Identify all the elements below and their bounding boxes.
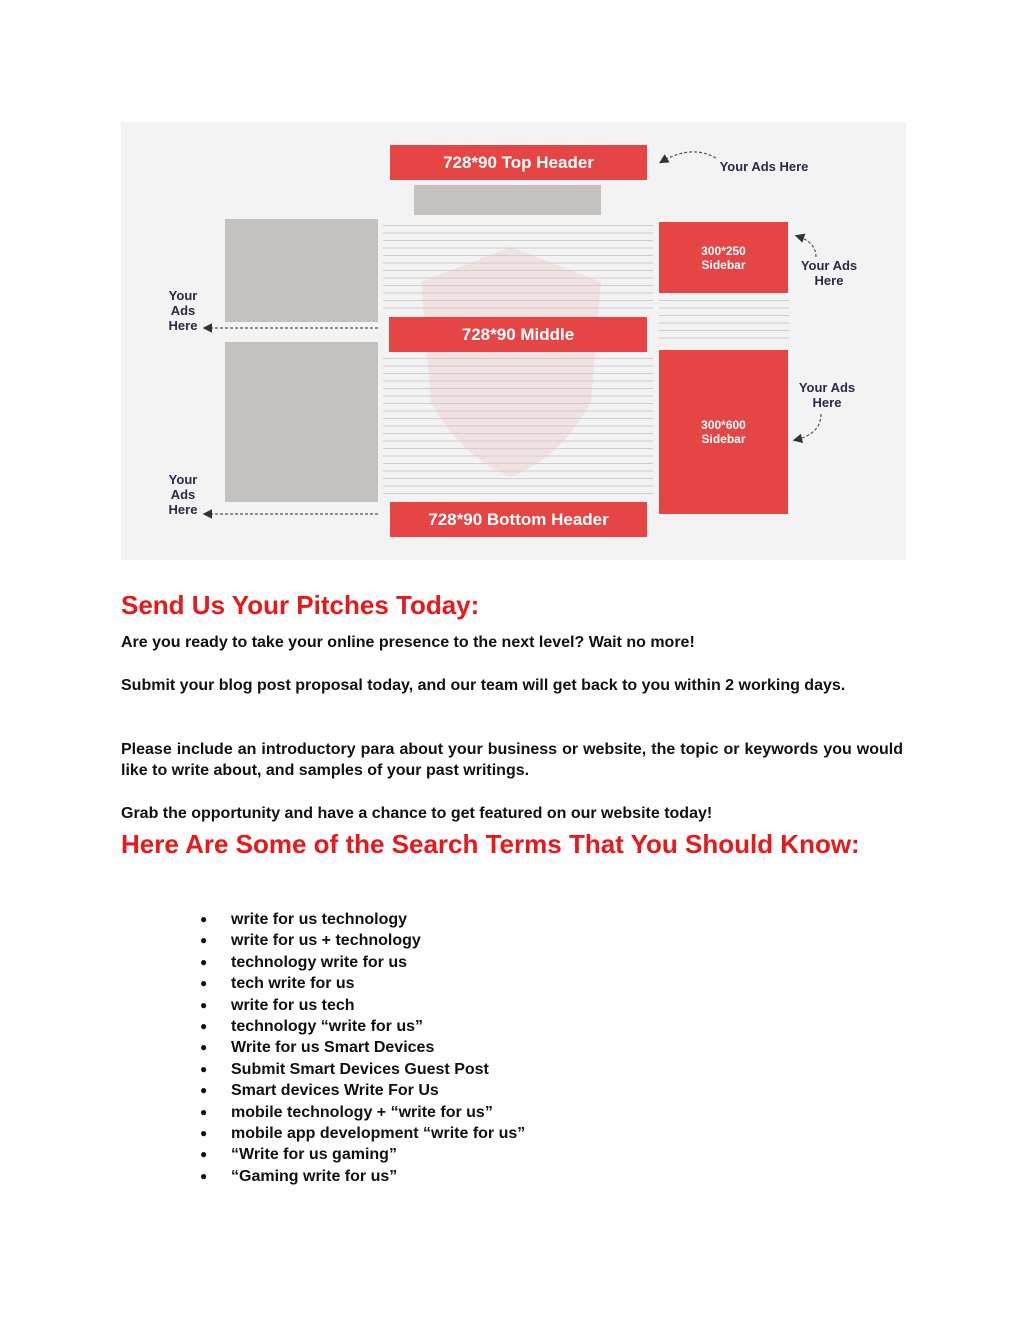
annotation-top: Your Ads Here bbox=[719, 159, 809, 174]
search-term-item: ● Submit Smart Devices Guest Post bbox=[200, 1059, 525, 1080]
annotation-left-1: Your Ads Here bbox=[168, 288, 198, 333]
search-term-item: ● technology “write for us” bbox=[200, 1016, 525, 1037]
sidebar-top-label: Sidebar bbox=[701, 257, 746, 272]
ad-placement-figure bbox=[121, 122, 906, 560]
arrow-top-icon bbox=[661, 152, 716, 162]
search-terms-heading: Here Are Some of the Search Terms That You Should Know: bbox=[121, 829, 860, 859]
search-term-item: ● mobile technology + “write for us” bbox=[200, 1102, 525, 1123]
search-term-item: ● write for us technology bbox=[200, 909, 525, 930]
search-term-item: ● tech write for us bbox=[200, 973, 525, 994]
pitch-para-2: Submit your blog post proposal today, and our team will get back to you within 2 working days. bbox=[121, 677, 846, 694]
ad-middle-label: 728*90 Middle bbox=[461, 324, 575, 344]
search-term-item: ● Smart devices Write For Us bbox=[200, 1080, 525, 1101]
sidebar-bottom-size: 300*600 bbox=[701, 418, 746, 432]
annotation-left-2: Your Ads Here bbox=[168, 472, 198, 517]
search-term-item: ● technology write for us bbox=[200, 952, 525, 973]
pitch-para-1: Are you ready to take your online presence to the next level? Wait no more! bbox=[121, 634, 695, 651]
search-term-item: ● “Write for us gaming” bbox=[200, 1144, 525, 1165]
annotation-arrows bbox=[121, 122, 906, 560]
arrow-right1-icon bbox=[797, 236, 816, 257]
search-term-item: ● write for us + technology bbox=[200, 930, 525, 951]
annotation-right-2: Your Ads Here bbox=[798, 380, 856, 410]
search-term-item: ● mobile app development “write for us” bbox=[200, 1123, 525, 1144]
search-term-item: ● write for us tech bbox=[200, 995, 525, 1016]
search-term-item: ● Write for us Smart Devices bbox=[200, 1037, 525, 1058]
arrow-right2-icon bbox=[795, 414, 821, 440]
pitch-para-4: Grab the opportunity and have a chance to get featured on our website today! bbox=[121, 805, 713, 822]
ad-top-header-label: 728*90 Top Header bbox=[443, 152, 594, 172]
sidebar-bottom-label: Sidebar bbox=[701, 432, 746, 446]
pitch-para-3: Please include an introductory para about your business or website, the topic or keywords you would like to write about, and samples of your past writings. bbox=[121, 741, 903, 779]
ad-bottom-header-label: 728*90 Bottom Header bbox=[428, 509, 609, 529]
sidebar-top-size: 300*250 bbox=[701, 243, 746, 258]
pitch-heading: Send Us Your Pitches Today: bbox=[121, 590, 480, 620]
search-terms-list bbox=[200, 909, 525, 1187]
search-term-item: ● “Gaming write for us” bbox=[200, 1166, 525, 1187]
annotation-right-1: Your Ads Here bbox=[800, 258, 858, 288]
